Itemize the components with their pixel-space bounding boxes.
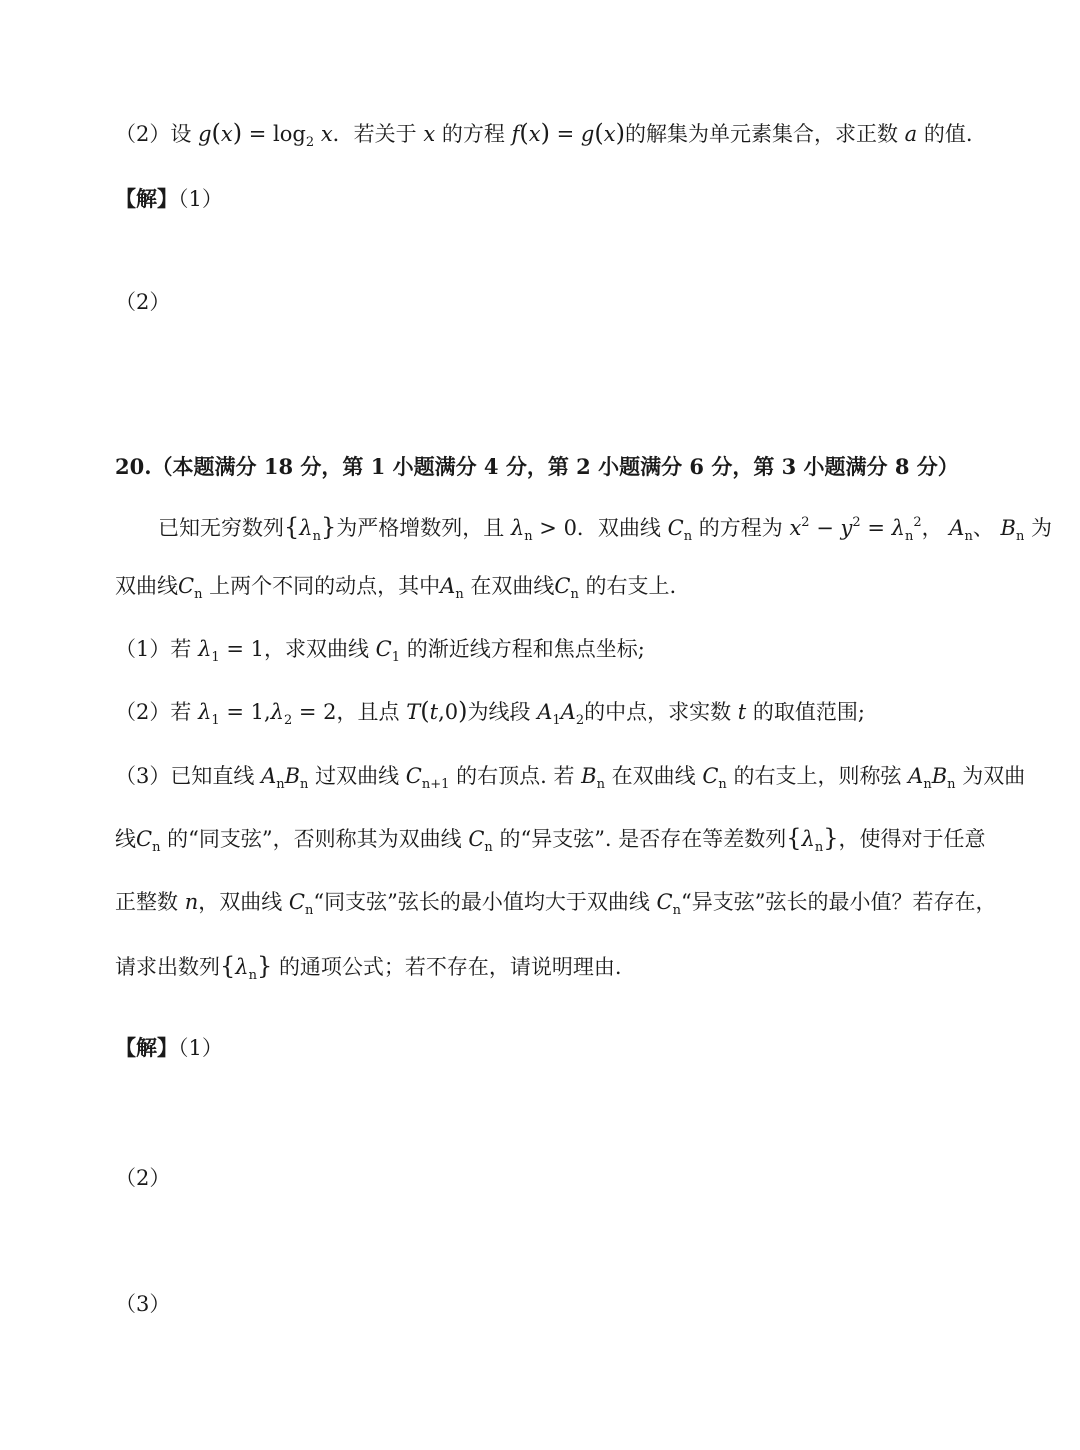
q20-solution-part1: 【解】（1） xyxy=(115,1035,223,1060)
q20-solution-part3: （3） xyxy=(115,1292,171,1316)
q20-intro-line1: 已知无穷数列$\{\lambda_n\}$为严格增数列，且 $\lambda_n > 0$．双曲线 $C_n$ 的方程为 $x^2 - y^2 = \lambda_n^2$， $A_n$、 $B_n$ 为 xyxy=(158,513,1053,544)
q20-header: 20.（本题满分 18 分，第 1 小题满分 4 分，第 2 小题满分 6 分，第 3 小题满分 8 分） xyxy=(115,454,959,479)
q20-part3-line2: 线$C_n$ 的“同支弦”，否则称其为双曲线 $C_n$ 的“异支弦”. 是否存在等差数列$\{\lambda_n\}$，使得对于任意 xyxy=(115,824,986,855)
question-number: 20. xyxy=(115,454,152,479)
q20-part2: （2）若 $\lambda_1 = 1,\lambda_2 = 2$，且点 T(t,0)为线段 $A_1A_2$的中点，求实数 t 的取值范围; xyxy=(115,697,865,728)
q19-solution-part1: 【解】（1） xyxy=(115,186,223,211)
q20-part3-line1: （3）已知直线 $A_nB_n$ 过双曲线 $C_{n+1}$ 的右顶点. 若 $B_n$ 在双曲线 $C_n$ 的右支上，则称弦 $A_nB_n$ 为双曲 xyxy=(115,764,1026,792)
q20-part3-line3: 正整数 n，双曲线 $C_n“$同支弦”弦长的最小值均大于双曲线 $C_n“$异支弦”弦长的最小值？若存在， xyxy=(115,890,997,918)
q20-intro-line2: 双曲线$C_n$ 上两个不同的动点，其中$A_n$ 在双曲线$C_n$ 的右支上. xyxy=(115,574,677,602)
q20-part1: （1）若 $\lambda_1 = 1$，求双曲线 $C_1$ 的渐近线方程和焦点坐标; xyxy=(115,637,645,665)
q19-solution-part2: （2） xyxy=(115,290,171,314)
q19-part2: （2）设 $g(x) = \log_2 x$．若关于 x 的方程 f(x) = g(x)的解集为单元素集合，求正数 a 的值. xyxy=(115,119,973,150)
q20-solution-part2: （2） xyxy=(115,1166,171,1190)
q20-part3-line4: 请求出数列$\{\lambda_n\}$ 的通项公式；若不存在，请说明理由. xyxy=(115,952,622,983)
